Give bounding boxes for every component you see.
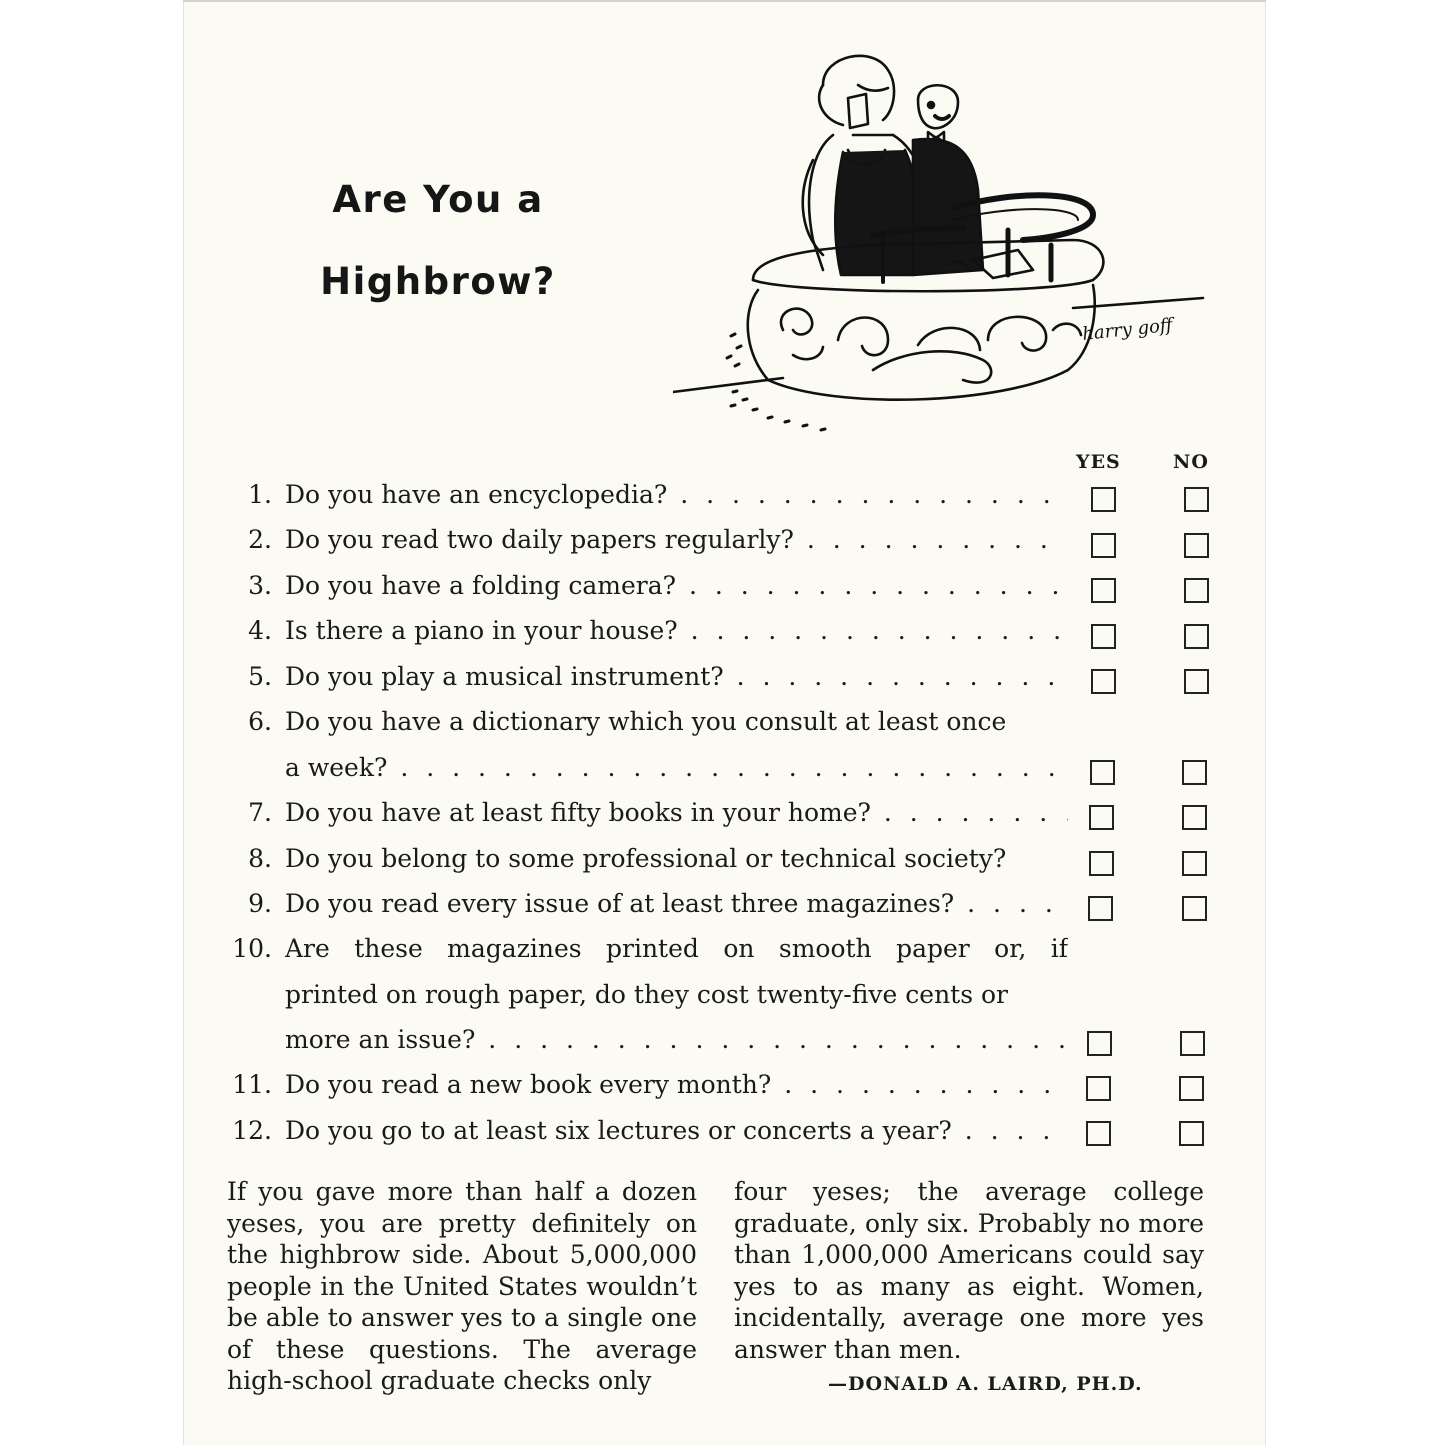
question-3-number: 3.: [248, 571, 272, 600]
question-12-number: 12.: [232, 1116, 272, 1145]
quiz-page: [183, 0, 1266, 1445]
question-2-no-checkbox[interactable]: [1184, 533, 1209, 558]
question-1-text: Do you have an encyclopedia? . . .: [285, 475, 1068, 515]
question-8-number: 8.: [248, 844, 272, 873]
question-4-text: Is there a piano in your house? . . .: [285, 611, 1068, 651]
question-6-yes-checkbox[interactable]: [1090, 760, 1115, 785]
scoring-paragraph-left: If you gave more than half a dozen yeses, you are pretty definitely on the highbrow side. About 5,000,000 people in the United States wouldn’t be able to answer yes to a single one of these questions. The average high-school graduate checks only: [227, 1177, 697, 1395]
woman-figure: [803, 56, 929, 275]
question-10-continued-1: [218, 975, 1068, 1015]
floor-line-right: [1073, 298, 1203, 308]
yes-column-header: YES: [1076, 451, 1121, 473]
question-3-no-checkbox[interactable]: [1184, 578, 1209, 603]
question-2-yes-checkbox[interactable]: [1091, 533, 1116, 558]
question-7-yes-checkbox[interactable]: [1089, 805, 1114, 830]
question-8-yes-checkbox[interactable]: [1089, 851, 1114, 876]
question-9-number: 9.: [248, 889, 272, 918]
question-5-no-checkbox[interactable]: [1184, 669, 1209, 694]
question-6-no-checkbox[interactable]: [1182, 760, 1207, 785]
title-line-1: Are You a: [332, 178, 544, 221]
question-10-continued-2: [218, 1020, 1068, 1060]
question-10-text-line-3: more an issue? . . .: [285, 1020, 1068, 1060]
question-11-number: 11.: [232, 1070, 272, 1099]
question-3-yes-checkbox[interactable]: [1091, 578, 1116, 603]
question-5: [218, 657, 1068, 697]
question-10: [218, 929, 1068, 969]
question-2-number: 2.: [248, 525, 272, 554]
question-3-text: Do you have a folding camera? . . .: [285, 566, 1068, 606]
top-rule: [183, 0, 1266, 2]
question-7-number: 7.: [248, 798, 272, 827]
question-1-no-checkbox[interactable]: [1184, 487, 1209, 512]
question-6-number: 6.: [248, 707, 272, 736]
question-9-text: Do you read every issue of at least three magazines? . . .: [285, 884, 1068, 924]
scoring-paragraph-right: four yeses; the average college graduate, only six. Probably no more than 1,000,000 Americans could say yes to as many as eight. Women, incidentally, average one more yes answer than men.: [734, 1177, 1204, 1364]
question-11-yes-checkbox[interactable]: [1086, 1076, 1111, 1101]
question-4-number: 4.: [248, 616, 272, 645]
question-4-yes-checkbox[interactable]: [1091, 624, 1116, 649]
question-10-no-checkbox[interactable]: [1180, 1031, 1205, 1056]
question-6-text-line-2: a week? . . .: [285, 748, 1068, 788]
question-12-yes-checkbox[interactable]: [1086, 1121, 1111, 1146]
question-10-text-line-1: Are these magazines printed on smooth paper or, if: [285, 934, 1068, 963]
question-10-yes-checkbox[interactable]: [1087, 1031, 1112, 1056]
question-1-number: 1.: [248, 480, 272, 509]
question-12-no-checkbox[interactable]: [1179, 1121, 1204, 1146]
question-2: [218, 520, 1068, 560]
question-12: [218, 1111, 1068, 1151]
opera-box-cartoon: [673, 40, 1213, 440]
question-1-yes-checkbox[interactable]: [1091, 487, 1116, 512]
question-9-no-checkbox[interactable]: [1182, 896, 1207, 921]
question-4: [218, 611, 1068, 651]
question-1: [218, 475, 1068, 515]
question-6-continued: [218, 748, 1068, 788]
question-5-number: 5.: [248, 662, 272, 691]
question-5-text: Do you play a musical instrument? . . .: [285, 657, 1068, 697]
question-6-text-line-1: Do you have a dictionary which you consult at least once: [285, 707, 1007, 736]
question-10-number: 10.: [232, 934, 272, 963]
question-9-yes-checkbox[interactable]: [1088, 896, 1113, 921]
title-line-2: Highbrow?: [320, 260, 556, 303]
question-7-text: Do you have at least fifty books in your home? . . .: [285, 793, 1068, 833]
question-11-text: Do you read a new book every month? . . .: [285, 1065, 1068, 1105]
question-8-no-checkbox[interactable]: [1182, 851, 1207, 876]
question-8: [218, 839, 1068, 879]
question-4-no-checkbox[interactable]: [1184, 624, 1209, 649]
question-11: [218, 1065, 1068, 1105]
question-8-text: Do you belong to some professional or technical society?: [285, 844, 1007, 873]
man-figure: [913, 85, 983, 275]
question-7: [218, 793, 1068, 833]
question-7-no-checkbox[interactable]: [1182, 805, 1207, 830]
question-6: [218, 702, 1068, 742]
question-11-no-checkbox[interactable]: [1179, 1076, 1204, 1101]
question-3: [218, 566, 1068, 606]
question-12-text: Do you go to at least six lectures or concerts a year? . . .: [285, 1111, 1068, 1151]
question-9: [218, 884, 1068, 924]
artist-signature: harry goff: [1081, 314, 1174, 345]
no-column-header: NO: [1173, 451, 1209, 473]
author-byline: —DONALD A. LAIRD, PH.D.: [828, 1373, 1143, 1395]
question-2-text: Do you read two daily papers regularly? . . .: [285, 520, 1068, 560]
question-5-yes-checkbox[interactable]: [1091, 669, 1116, 694]
question-10-text-line-2: printed on rough paper, do they cost twenty-five cents or: [285, 980, 1009, 1009]
